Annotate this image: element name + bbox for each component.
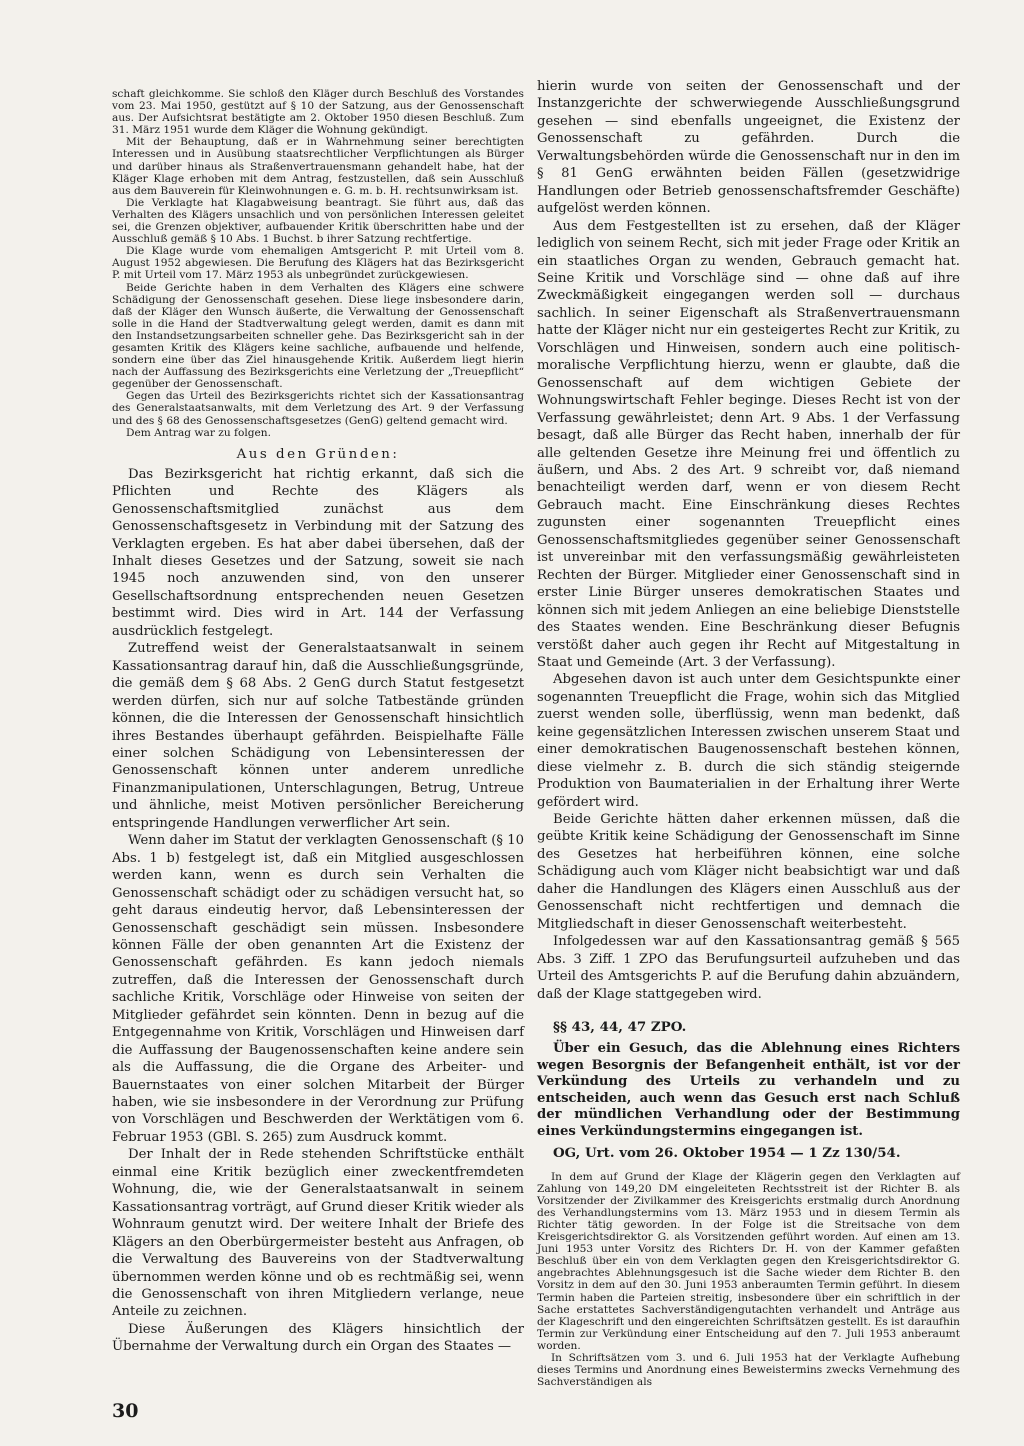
facts-paragraph: In Schriftsätzen vom 3. und 6. Juli 1953 hat der Verklagte Aufhebung dieses Termins und Anordnung eines Beweistermins zwecks Vernehmung des Sachverständigen als <box>537 1351 960 1389</box>
facts-paragraph: Die Klage wurde vom ehemaligen Amtsgericht P. mit Urteil vom 8. August 1952 abgewiesen. Die Berufung des Klägers hat das Bezirksgericht P. mit Urteil vom 17. März 1953 als unbegründet zurückgewiesen. <box>112 245 524 282</box>
court-citation: OG, Urt. vom 26. Oktober 1954 — 1 Zz 130/54. <box>553 1144 901 1161</box>
reasons-paragraph: Aus dem Festgestellten ist zu ersehen, daß der Kläger lediglich von seinem Recht, sich mit jeder Frage oder Kritik an ein staatliches Organ zu wenden, Gebrauch gemacht hat. Seine Kritik und Vorschläge sind — ohne daß auf ihre Zweckmäßigkeit eingegangen werden soll — durchaus sachlich. In seiner Eigenschaft als Straßenvertrauensmann hatte der Kläger nicht nur ein gesteigertes Recht zur Kritik, zu Vorschlägen und Hinweisen, sondern auch eine politisch-moralische Verpflichtung hierzu, wenn er glaubte, daß die Genossenschaft auf dem wichtigen Gebiete der Wohnungswirtschaft Fehler beginge. Dieses Recht ist von der Verfassung gewährleistet; denn Art. 9 Abs. 1 der Verfassung besagt, daß alle Bürger das Recht haben, innerhalb der für alle geltenden Gesetze ihre Meinung frei und öffentlich zu äußern, und Abs. 2 des Art. 9 schreibt vor, daß niemand benachteiligt werden darf, wenn er von diesem Recht Gebrauch macht. Eine Einschränkung dieses Rechtes zugunsten einer sogenannten Treuepflicht eines Genossenschaftsmitgliedes gegenüber seiner Genossenschaft ist unvereinbar mit den verfassungsmäßig gewährleisteten Rechten der Bürger. Mitglieder einer Genossenschaft sind in erster Linie Bürger unseres demokratischen Staates und können sich mit jedem Anliegen an eine beliebige Dienststelle des Staates wenden. Eine Beschränkung dieser Befugnis verstößt daher auch gegen ihr Recht auf Mitgestaltung in Staat und Gemeinde (Art. 3 der Verfassung). <box>537 218 960 670</box>
facts-paragraph: Die Verklagte hat Klagabweisung beantragt. Sie führt aus, daß das Verhalten des Klägers unsachlich und von persönlichen Interessen geleitet sei, die Grenzen objektiver, aufbauender Kritik überschritten habe und der Ausschluß gemäß § 10 Abs. 1 Buchst. b ihrer Satzung rechtfertige. <box>112 196 524 246</box>
headnote <box>537 1041 960 1141</box>
reasons-paragraph: Abgesehen davon ist auch unter dem Gesichtspunkte einer sogenannten Treuepflicht die Frage, wohin sich das Mitglied zuerst wenden solle, überflüssig, wenn man bedenkt, daß keine gegensätzlichen Interessen zwischen unserem Staat und einer demokratischen Baugenossenschaft bestehen können, diese vielmehr z. B. durch die sich ständig steigernde Produktion von Baumaterialien in der Erhaltung ihrer Werte gefördert wird. <box>537 672 960 810</box>
reasons-paragraph: Wenn daher im Statut der verklagten Genossenschaft (§ 10 Abs. 1 b) festgelegt ist, daß ein Mitglied ausgeschlossen werden kann, wenn es durch sein Verhalten die Genossenschaft schädigt oder zu schädigen versucht hat, so geht daraus eindeutig hervor, daß Lebensinteressen der Genossenschaft geschädigt sein müssen. Insbesondere können Fälle der oben genannten Art die Existenz der Genossenschaft gefährden. Es kann jedoch niemals zutreffen, daß die Interessen der Genossenschaft durch sachliche Kritik, Vorschläge oder Hinweise von seiten der Mitglieder gefährdet sein könnten. Denn in bezug auf die Entgegennahme von Kritik, Vorschlägen und Hinweisen darf die Auffassung der Baugenossenschaften keine andere sein als die Auffassung, die die Organe des Arbeiter- und Bauernstaates von einer solchen Mitarbeit der Bürger haben, wie sie insbesondere in der Verordnung zur Prüfung von Vorschlägen und Beschwerden der Werktätigen vom 6. Februar 1953 (GBl. S. 265) zum Ausdruck kommt. <box>112 833 524 1145</box>
left-column <box>112 88 524 1356</box>
law-reference-heading: §§ 43, 44, 47 ZPO. <box>553 1019 687 1036</box>
reasons-text <box>112 466 524 1356</box>
reasons-paragraph: Beide Gerichte hätten daher erkennen müssen, daß die geübte Kritik keine Schädigung der Genossenschaft im Sinne des Gesetzes hat herbeiführen können, eine solche Schädigung auch vom Kläger nicht beabsichtigt war und daß daher die Handlungen des Klägers einen Ausschluß aus der Genossenschaft nicht rechtfertigen und demnach die Mitgliedschaft in dieser Genossenschaft weiterbesteht. <box>537 812 960 932</box>
case-facts-second <box>537 1171 960 1389</box>
right-column <box>537 78 960 1388</box>
reasons-paragraph: hierin wurde von seiten der Genossenschaft und der Instanzgerichte der schwerwiegende Ausschließungsgrund gesehen — sind ebenfalls ungeeignet, die Existenz der Genossenschaft zu gefährden. Durch die Verwaltungsbehörden würde die Genossenschaft nur in den im § 81 GenG erwähnten beiden Fällen (gesetzwidrige Handlungen oder Betrieb genossenschaftsfremder Geschäfte) aufgelöst werden können. <box>537 79 960 217</box>
facts-paragraph: Dem Antrag war zu folgen. <box>126 426 271 439</box>
facts-paragraph: In dem auf Grund der Klage der Klägerin gegen den Verklagten auf Zahlung von 149,20 DM eingeleiteten Rechtsstreit ist der Richter B. als Vorsitzender der Zivilkammer des Kreisgerichts erstmalig durch Anordnung des Verhandlungstermins vom 13. März 1953 und in diesem Termin als Richter tätig geworden. In der Folge ist die Streitsache von dem Kreisgerichtsdirektor G. als Vorsitzenden geführt worden. Auf einen am 13. Juni 1953 unter Vorsitz des Richters Dr. H. von der Kammer gefaßten Beschluß über ein von dem Verklagten gegen den Kreisgerichtsdirektor G. angebrachtes Ablehnungsgesuch ist die Sache wieder dem Richter B. den Vorsitz in dem auf den 30. Juni 1953 anberaumten Termin geführt. In diesem Termin haben die Parteien streitig, insbesondere über ein schriftlich in der Sache erstattetes Sachverständigengutachten verhandelt und Anträge aus der Klageschrift und den eingereichten Schriftsätzen gestellt. Es ist daraufhin Termin zur Verkündung einer Entscheidung auf den 7. Juli 1953 anberaumt worden. <box>537 1170 960 1352</box>
page-number: 30 <box>112 1400 139 1422</box>
reasons-paragraph: Das Bezirksgericht hat richtig erkannt, daß sich die Pflichten und Rechte des Klägers als Genossenschaftsmitglied zunächst aus dem Genossenschaftsgesetz in Verbindung mit der Satzung des Verklagten ergeben. Es hat aber dabei übersehen, daß der Inhalt dieses Gesetzes und der Satzung, soweit sie nach 1945 noch anzuwenden sind, von den unserer Gesellschaftsordnung entsprechenden neuen Gesetzen bestimmt wird. Dies wird in Art. 144 der Verfassung ausdrücklich festgelegt. <box>112 466 524 639</box>
facts-paragraph: Mit der Behauptung, daß er in Wahrnehmung seiner berechtigten Interessen und in Ausübung staatsrechtlicher Verpflichtungen als Bürger und darüber hinaus als Straßenvertrauensmann gehandelt habe, hat der Kläger Klage erhoben mit dem Antrag, festzustellen, daß sein Ausschluß aus dem Bauverein für Kleinwohnungen e. G. m. b. H. rechtsunwirksam ist. <box>112 136 524 197</box>
section-heading: Aus den Gründen: <box>236 446 400 462</box>
facts-paragraph: schaft gleichkomme. Sie schloß den Kläger durch Beschluß des Vorstandes vom 23. Mai 1950, gestützt auf § 10 der Satzung, aus der Genossenschaft aus. Der Aufsichtsrat bestätigte am 2. Oktober 1950 diesen Beschluß. Zum 31. März 1951 wurde dem Kläger die Wohnung gekündigt. <box>112 88 524 137</box>
facts-paragraph: Beide Gerichte haben in dem Verhalten des Klägers eine schwere Schädigung der Genossenschaft gesehen. Diese liege insbesondere darin, daß der Kläger den Wunsch äußerte, die Verwaltung der Genossenschaft solle in die Hand der Stadtverwaltung gelegt werden, damit es dann mit den Instandsetzungsarbeiten schneller gehe. Das Bezirksgericht sah in der gesamten Kritik des Klägers keine sachliche, aufbauende und helfende, sondern eine über das Ziel hinausgehende Kritik. Außerdem liegt hierin nach der Auffassung des Bezirksgerichts eine Verletzung der „Treuepflicht“ gegenüber der Genossenschaft. <box>112 281 524 391</box>
reasons-paragraph: Diese Äußerungen des Klägers hinsichtlich der Übernahme der Verwaltung durch ein Organ des Staates — <box>112 1321 524 1355</box>
reasons-paragraph: Infolgedessen war auf den Kassationsantrag gemäß § 565 Abs. 3 Ziff. 1 ZPO das Berufungsurteil aufzuheben und das Urteil des Amtsgerichts P. auf die Berufung dahin abzuändern, daß der Klage stattgegeben wird. <box>537 934 960 1002</box>
facts-paragraph: Gegen das Urteil des Bezirksgerichts richtet sich der Kassationsantrag des Generalstaatsanwalts, mit dem Verletzung des Art. 9 der Verfassung und des § 68 des Genossenschaftsgesetzes (GenG) geltend gemacht wird. <box>112 390 524 427</box>
reasons-continued <box>537 78 960 1003</box>
case-facts <box>112 88 524 439</box>
headnote-text: Über ein Gesuch, das die Ablehnung eines Richters wegen Besorgnis der Befangenheit enthält, ist vor der Verkündung des Urteils zu verhandeln und zu entscheiden, auch wenn das Gesuch erst nach Schluß der mündlichen Verhandlung oder der Bestimmung eines Verkündungstermins eingegangen ist. <box>537 1041 960 1139</box>
reasons-paragraph: Zutreffend weist der Generalstaatsanwalt in seinem Kassationsantrag darauf hin, daß die Ausschließungsgründe, die gemäß dem § 68 Abs. 2 GenG durch Statut festgesetzt werden dürfen, sich nur auf solche Tatbestände gründen können, die die Interessen der Genossenschaft hinsichtlich ihres Bestandes überhaupt gefährden. Beispielhafte Fälle einer solchen Schädigung von Lebensinteressen der Genossenschaft können unter anderem unredliche Finanzmanipulationen, Unterschlagungen, Betrug, Untreue und ähnliche, meist Motiven persönlicher Bereicherung entspringende Handlungen verwerflicher Art sein. <box>112 641 524 831</box>
reasons-paragraph: Der Inhalt der in Rede stehenden Schriftstücke enthält einmal eine Kritik bezüglich einer zweckentfremdeten Wohnung, die, wie der Generalstaatsanwalt in seinem Kassationsantrag vorträgt, auf Grund dieser Kritik wieder als Wohnraum genutzt wird. Der weitere Inhalt der Briefe des Klägers an den Oberbürgermeister besteht aus Anfragen, ob die Verwaltung des Bauvereins von der Stadtverwaltung übernommen werden könne und ob es rechtmäßig sei, wenn die Genossenschaft von ihren Mitgliedern verlange, neue Anteile zu zeichnen. <box>112 1147 524 1320</box>
